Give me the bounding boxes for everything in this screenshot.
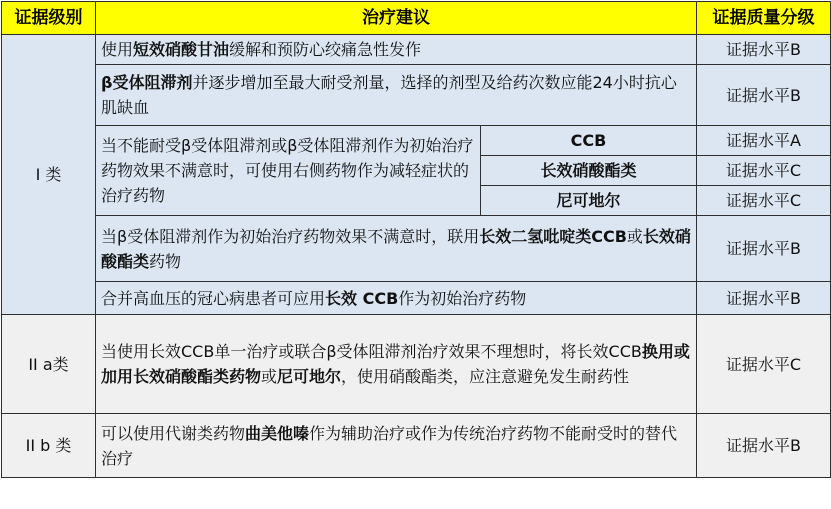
table-row: [2, 65, 831, 126]
evidence-table: [1, 1, 831, 478]
evidence-quality-cell: 证据水平B: [697, 35, 831, 65]
drug-nicorandil: 尼可地尔: [481, 186, 697, 216]
table-header-row: [2, 2, 831, 35]
drug-long-acting-nitrates: 长效硝酸酯类: [481, 156, 697, 186]
header-evidence-quality: 证据质量分级: [697, 2, 831, 35]
evidence-quality-cell: 证据水平B: [697, 414, 831, 478]
evidence-quality-cell: 证据水平C: [697, 186, 831, 216]
table-row: [2, 282, 831, 315]
header-evidence-level: 证据级别: [2, 2, 96, 35]
evidence-quality-cell: 证据水平B: [697, 282, 831, 315]
drug-ccb: CCB: [481, 126, 697, 156]
recommendation-cell: 合并高血压的冠心病患者可应用长效 CCB作为初始治疗药物: [96, 282, 697, 315]
table-row: [2, 126, 831, 156]
evidence-quality-cell: 证据水平B: [697, 216, 831, 282]
evidence-quality-cell: 证据水平C: [697, 156, 831, 186]
recommendation-cell: 当不能耐受β受体阻滞剂或β受体阻滞剂作为初始治疗药物效果不满意时，可使用右侧药物作为减轻症状的治疗药物: [96, 126, 481, 216]
header-recommendation: 治疗建议: [96, 2, 697, 35]
recommendation-cell: β受体阻滞剂并逐步增加至最大耐受剂量，选择的剂型及给药次数应能24小时抗心肌缺血: [96, 65, 697, 126]
table-row: [2, 216, 831, 282]
table-row: [2, 35, 831, 65]
class-2b-label: II b 类: [2, 414, 96, 478]
recommendation-cell: 使用短效硝酸甘油缓解和预防心绞痛急性发作: [96, 35, 697, 65]
evidence-quality-cell: 证据水平B: [697, 65, 831, 126]
recommendation-cell: 可以使用代谢类药物曲美他嗪作为辅助治疗或作为传统治疗药物不能耐受时的替代治疗: [96, 414, 697, 478]
table-row: [2, 315, 831, 414]
evidence-quality-cell: 证据水平C: [697, 315, 831, 414]
recommendation-cell: 当β受体阻滞剂作为初始治疗药物效果不满意时，联用长效二氢吡啶类CCB或长效硝酸酯类药物: [96, 216, 697, 282]
evidence-quality-cell: 证据水平A: [697, 126, 831, 156]
recommendation-cell: 当使用长效CCB单一治疗或联合β受体阻滞剂治疗效果不理想时，将长效CCB换用或加用长效硝酸酯类药物或尼可地尔，使用硝酸酯类，应注意避免发生耐药性: [96, 315, 697, 414]
class-2a-label: II a类: [2, 315, 96, 414]
table-row: [2, 414, 831, 478]
class-1-label: I 类: [2, 35, 96, 315]
